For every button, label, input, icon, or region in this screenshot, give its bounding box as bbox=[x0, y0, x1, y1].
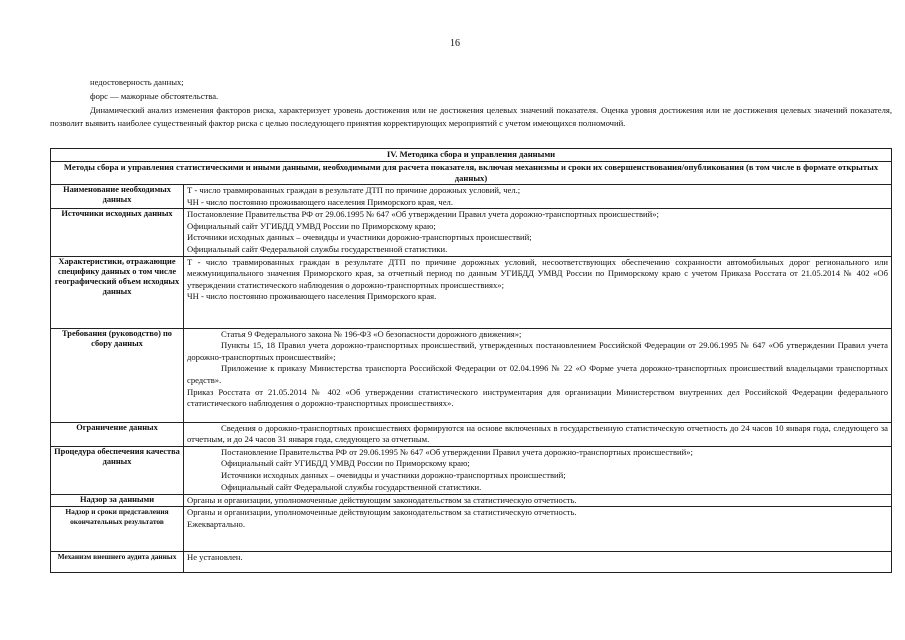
row-line: Т - число травмированных граждан в результате ДТП по причине дорожных условий, чел.; bbox=[187, 185, 521, 195]
section-subtitle: Методы сбора и управления статистическими и иными данными, необходимыми для расчета показателя, включая механизмы и сроки их совершенствования/опубликования (в том числе в формате открытых данных) bbox=[51, 162, 892, 185]
section-subtitle-row bbox=[51, 162, 892, 185]
row-label: Надзор и сроки представления окончательных результатов bbox=[51, 507, 184, 552]
row-line: Сведения о дорожно-транспортных происшествиях формируются на основе включенных в государственную статистическую отчетность до 24 часов 10 января года, следующего за отчетным, и до 24 часов 31 января года, следующего за отчетным. bbox=[187, 422, 888, 445]
row-label: Характеристики, отражающие специфику данных о том числе географический объем исходных данных bbox=[51, 256, 184, 328]
row-line: ЧН - число постоянно проживающего населения Приморского края, чел. bbox=[187, 196, 453, 207]
table-row bbox=[51, 328, 892, 422]
row-content bbox=[184, 209, 892, 256]
row-line: ЧН - число постоянно проживающего населения Приморского края. bbox=[187, 291, 437, 302]
row-content bbox=[184, 446, 892, 494]
row-line: Органы и организации, уполномоченные действующим законодательством за статистическую отчетность. bbox=[187, 494, 577, 505]
row-content bbox=[184, 422, 892, 446]
intro-line: форс — мажорные обстоятельства. bbox=[90, 90, 219, 101]
row-content bbox=[184, 328, 892, 422]
row-line: Официальный сайт Федеральной службы государственной статистики. bbox=[187, 243, 448, 254]
row-content bbox=[184, 494, 892, 507]
row-line: Приказ Росстата от 21.05.2014 № 402 «Об утверждении статистического инструментария для организации Министерством внутренних дел Российской Федерации федерального статистического наблюдения о дорожно-транспортных происшествиях». bbox=[187, 386, 888, 409]
row-line: Официальный сайт УГИБДД УМВД России по Приморскому краю; bbox=[221, 458, 470, 469]
row-content bbox=[184, 552, 892, 573]
intro-text bbox=[50, 76, 892, 131]
row-label: Процедура обеспечения качества данных bbox=[51, 446, 184, 494]
table-row bbox=[51, 256, 892, 328]
row-label: Ограничение данных bbox=[51, 422, 184, 446]
intro-paragraph: Динамический анализ изменения факторов риска, характеризует уровень достижения или не достижения целевых значений показателя. Оценка уровня достижения или не достижения целевых значений показателя, позволит выявить наиболее существенный фактор риска с целью последующего принятия корректирующих мероприятий с учетом имеющихся полномочий. bbox=[50, 104, 892, 129]
section-title-row bbox=[51, 149, 892, 162]
row-content bbox=[184, 185, 892, 209]
row-line: Постановление Правительства РФ от 29.06.1995 № 647 «Об утверждении Правил учета дорожно-транспортных происшествий»; bbox=[221, 446, 693, 457]
intro-line: недостоверность данных; bbox=[90, 77, 184, 87]
row-line: Органы и организации, уполномоченные действующим законодательством за статистическую отчетность. bbox=[187, 507, 577, 518]
row-label: Требования (руководство) по сбору данных bbox=[51, 328, 184, 422]
row-line: Источники исходных данных – очевидцы и участники дорожно-транспортных происшествий; bbox=[221, 469, 566, 480]
section-title: IV. Методика сбора и управления данными bbox=[51, 149, 892, 162]
row-label: Источники исходных данных bbox=[51, 209, 184, 256]
data-methodology-table bbox=[50, 148, 892, 573]
row-label: Наименование необходимых данных bbox=[51, 185, 184, 209]
row-line: Официальный сайт Федеральной службы государственной статистики. bbox=[221, 481, 482, 492]
page-number: 16 bbox=[450, 38, 460, 49]
row-line: Официальный сайт УГИБДД УМВД России по Приморскому краю; bbox=[187, 220, 436, 231]
row-label: Механизм внешнего аудита данных bbox=[51, 552, 184, 573]
row-line: Статья 9 Федерального закона № 196-ФЗ «О безопасности дорожного движения»; bbox=[221, 328, 522, 339]
table-row bbox=[51, 185, 892, 209]
row-line: Пункты 15, 18 Правил учета дорожно-транспортных происшествий, утвержденных постановлением Российской Федерации от 29.06.1995 № 647 «Об утверждении Правил учета дорожно-транспортных происшествий»; bbox=[187, 340, 888, 362]
row-line: Источники исходных данных – очевидцы и участники дорожно-транспортных происшествий; bbox=[187, 232, 532, 243]
row-label: Надзор за данными bbox=[51, 494, 184, 507]
row-line: Постановление Правительства РФ от 29.06.1995 № 647 «Об утверждении Правил учета дорожно-транспортных происшествий»; bbox=[187, 209, 659, 220]
row-line: Т - число травмированных граждан в результате ДТП по причине дорожных условий, несоответствующих обеспечению сохранности автомобильных дорог регионального или межмуниципального значения Приморского края, за отчетный период по данным УГИБДД УМВД России по Приморскому краю с учетом Приказа Росстата от 21.05.2014 № 402 «Об утверждении статистического наблюдения о дорожно-транспортных происшествиях»; bbox=[187, 256, 888, 290]
table-row bbox=[51, 422, 892, 446]
table-row bbox=[51, 494, 892, 507]
table-row bbox=[51, 552, 892, 573]
row-content bbox=[184, 507, 892, 552]
table-row bbox=[51, 446, 892, 494]
table-row bbox=[51, 507, 892, 552]
table-row bbox=[51, 209, 892, 256]
row-content bbox=[184, 256, 892, 328]
row-line: Ежеквартально. bbox=[187, 518, 246, 529]
row-line: Не установлен. bbox=[187, 552, 243, 563]
row-line: Приложение к приказу Министерства транспорта Российской Федерации от 02.04.1996 № 22 «О Форме учета дорожно-транспортных происшествий владельцами транспортных средств». bbox=[187, 363, 888, 385]
